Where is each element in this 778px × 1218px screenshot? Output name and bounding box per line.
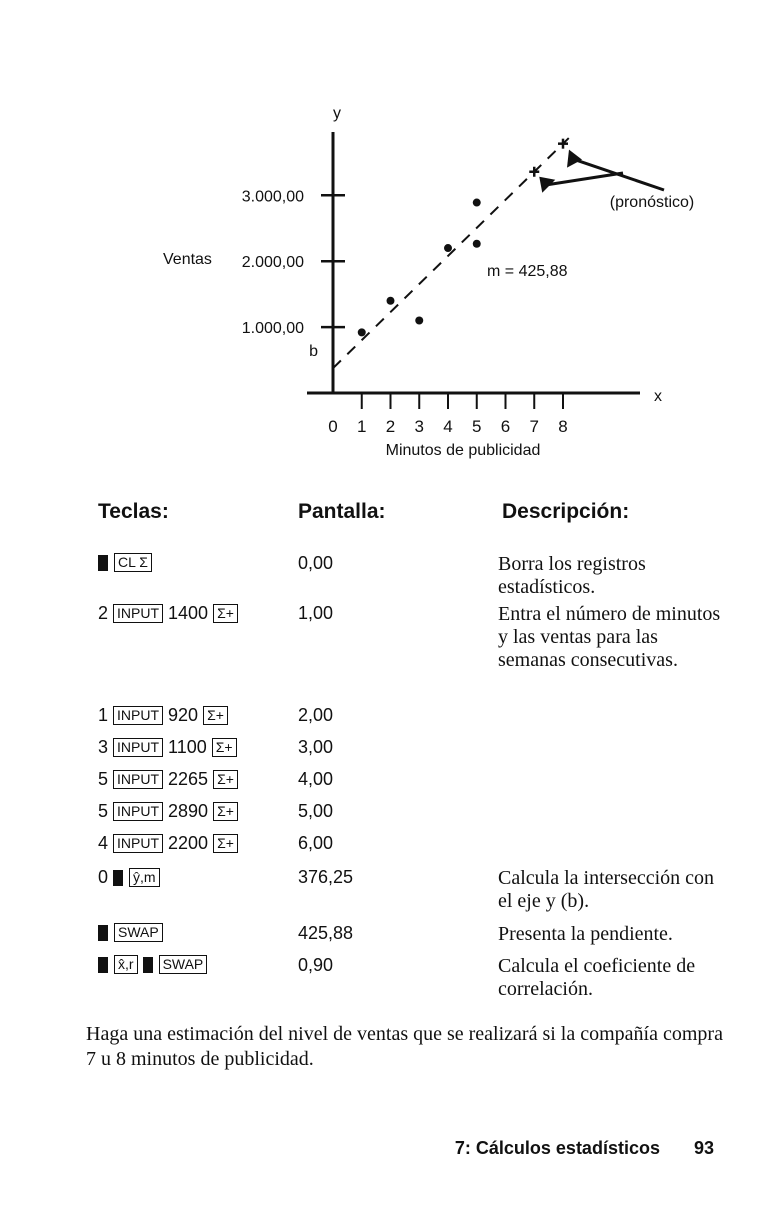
calculator-key: CL Σ — [114, 553, 152, 572]
y-axis-symbol: y — [333, 105, 341, 122]
display-value: 2,00 — [298, 705, 334, 725]
y-tick-label: 1.000,00 — [241, 320, 304, 338]
chart-ticks — [242, 188, 568, 436]
x-tick-label: 3 — [414, 417, 424, 436]
table-row — [0, 603, 778, 671]
key-number: 5 — [98, 801, 109, 821]
keystrokes — [98, 603, 238, 624]
description-text: Borra los registros estadísticos. — [498, 553, 646, 598]
chapter-title: 7: Cálculos estadísticos — [454, 1138, 660, 1158]
calculator-key: SWAP — [114, 923, 163, 942]
table-row — [0, 553, 778, 598]
x-tick-label: 0 — [328, 417, 338, 436]
shift-key-icon — [98, 925, 108, 941]
y-tick-label: 3.000,00 — [241, 188, 304, 206]
calculator-key: Σ+ — [213, 604, 238, 623]
table-row — [0, 955, 778, 1000]
page-number: 93 — [693, 1138, 714, 1158]
arrow-shaft-7 — [547, 173, 623, 185]
key-number: 0 — [98, 867, 109, 887]
key-number: 2200 — [168, 833, 209, 853]
key-number: 4 — [98, 833, 109, 853]
calculator-key: Σ+ — [213, 834, 238, 853]
y-tick-label: 2.000,00 — [241, 254, 304, 272]
key-number: 3 — [98, 737, 109, 757]
description-header: Descripción: — [502, 500, 630, 523]
display-value: 425,88 — [298, 923, 354, 943]
calculator-key: Σ+ — [212, 738, 237, 757]
regression-chart — [0, 0, 778, 475]
x-tick-label: 6 — [500, 417, 511, 436]
calculator-key: INPUT — [113, 604, 163, 623]
shift-key-icon — [113, 870, 123, 886]
key-number: 2890 — [168, 801, 209, 821]
data-point — [444, 244, 452, 252]
calculator-key: ŷ,m — [129, 868, 160, 887]
description-text: Presenta la pendiente. — [498, 923, 673, 945]
keystrokes — [98, 923, 163, 942]
data-point — [473, 240, 481, 248]
calculator-key: INPUT — [113, 834, 163, 853]
x-tick-label: 2 — [385, 417, 396, 436]
key-number: 920 — [168, 705, 199, 725]
display-value: 1,00 — [298, 603, 334, 623]
x-tick-label: 8 — [558, 417, 568, 436]
x-axis-label: Minutos de publicidad — [385, 442, 541, 459]
description-text: Calcula el coeficiente de correlación. — [498, 955, 696, 1000]
calculator-key: x̂,r — [114, 955, 138, 974]
keystrokes — [98, 955, 207, 974]
intercept-label: b — [309, 343, 318, 360]
shift-key-icon — [98, 555, 108, 571]
arrow-shaft-8 — [575, 160, 664, 190]
key-number: 2 — [98, 603, 109, 623]
data-point — [387, 297, 395, 305]
data-points — [358, 199, 481, 337]
key-number: 2265 — [168, 769, 209, 789]
calculator-key: INPUT — [113, 738, 163, 757]
keystrokes — [98, 833, 238, 854]
y-axis-label: Ventas — [163, 251, 212, 268]
arrow-head-8 — [567, 150, 582, 168]
display-value: 0,90 — [298, 955, 334, 975]
calculator-key: INPUT — [113, 706, 163, 725]
forecast-label: (pronóstico) — [609, 194, 695, 211]
x-axis-symbol: x — [654, 388, 662, 405]
keystrokes — [98, 705, 228, 726]
display-value: 0,00 — [298, 553, 334, 573]
x-tick-label: 1 — [357, 417, 367, 436]
calculator-key: INPUT — [113, 802, 163, 821]
exercise-note: Haga una estimación del nivel de ventas que se realizará si la compañía compra 7 u 8 minutos de publicidad. — [86, 1023, 723, 1070]
table-row — [0, 867, 778, 912]
page-footer — [455, 1138, 714, 1159]
shift-key-icon — [98, 957, 108, 973]
data-point — [415, 317, 423, 325]
x-tick-label: 7 — [529, 417, 539, 436]
display-value: 5,00 — [298, 801, 334, 821]
keystrokes — [98, 801, 238, 822]
keystrokes — [98, 867, 160, 888]
key-number: 1100 — [168, 737, 207, 757]
key-number: 1400 — [168, 603, 209, 623]
data-point — [358, 328, 366, 336]
keystrokes — [98, 769, 238, 790]
calculator-key: Σ+ — [203, 706, 228, 725]
shift-key-icon — [143, 957, 153, 973]
x-tick-label: 4 — [443, 417, 453, 436]
display-value: 3,00 — [298, 737, 334, 757]
display-value: 376,25 — [298, 867, 354, 887]
chart-axes — [307, 132, 640, 393]
display-header: Pantalla: — [298, 500, 386, 523]
description-text: Calcula la intersección con el eje y (b). — [498, 867, 715, 912]
description-text: Entra el número de minutos y las ventas para las semanas consecutivas. — [498, 603, 721, 671]
key-number: 5 — [98, 769, 109, 789]
calculator-key: INPUT — [113, 770, 163, 789]
calculator-key: Σ+ — [213, 802, 238, 821]
keys-header: Teclas: — [98, 500, 169, 523]
forecast-arrows — [539, 150, 664, 193]
keystrokes — [98, 737, 237, 758]
x-tick-label: 5 — [472, 417, 482, 436]
key-number: 1 — [98, 705, 109, 725]
calculator-key: SWAP — [159, 955, 208, 974]
display-value: 6,00 — [298, 833, 334, 853]
calculator-key: Σ+ — [213, 770, 238, 789]
slope-label: m = 425,88 — [487, 263, 568, 280]
data-point — [473, 199, 481, 207]
keystrokes — [98, 553, 152, 572]
display-value: 4,00 — [298, 769, 334, 789]
